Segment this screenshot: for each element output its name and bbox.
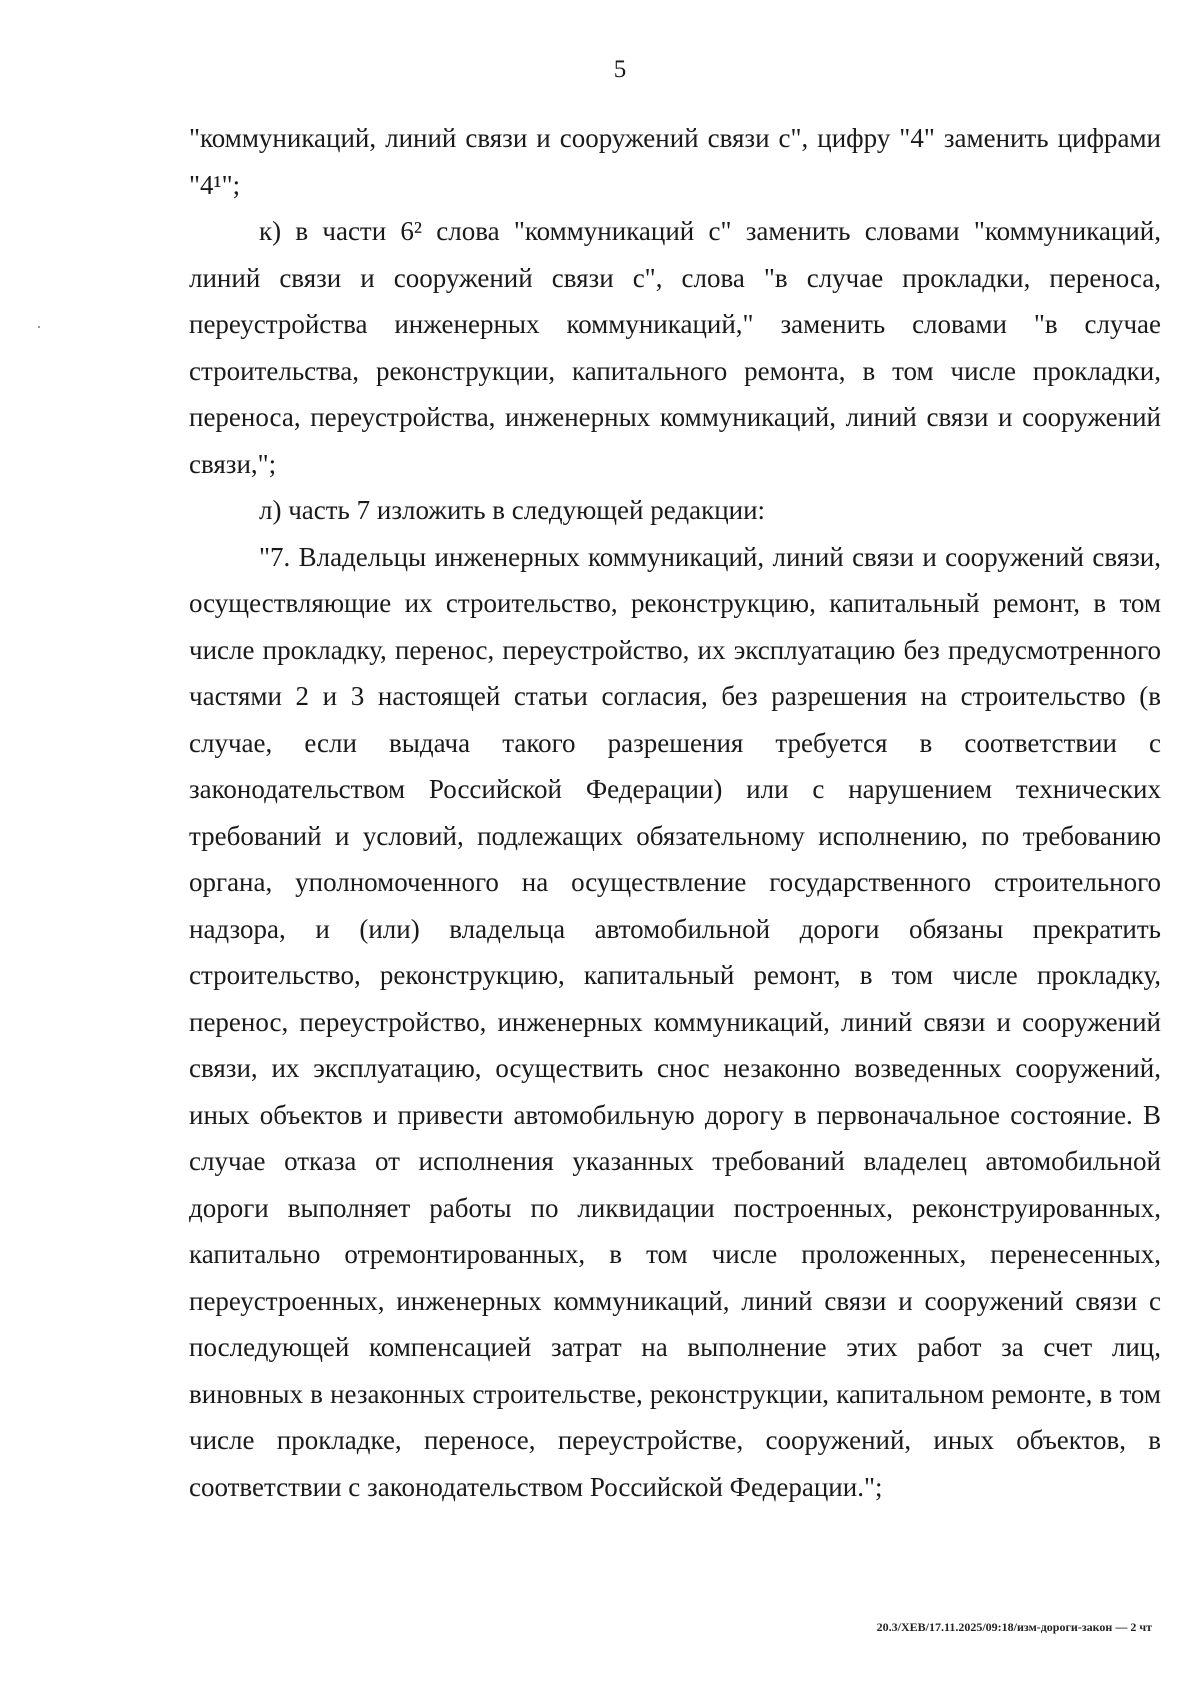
page-number: 5 <box>613 56 627 83</box>
paragraph-item-k: к) в части 6² слова "коммуникаций с" заменить словами "коммуникаций, линий связи и сооружений связи с", слова "в случае прокладки, переноса, переустройства инженерных коммуникаций," заменить словами "в случае строительства, реконструкции, капитального ремонта, в том числе прокладки, переноса, переустройства, инженерных коммуникаций, линий связи и сооружений связи,"; <box>189 216 1161 479</box>
paragraph-continuation: "коммуникаций, линий связи и сооружений связи с", цифру "4" заменить цифрами "4¹"; <box>189 123 1161 200</box>
paragraph-item-l: л) часть 7 изложить в следующей редакции: <box>259 495 766 525</box>
footer-document-code: 20.3/ХЕВ/17.11.2025/09:18/изм-дороги-закон — 2 чт <box>876 1620 1152 1634</box>
scan-artifact <box>38 326 40 328</box>
document-body <box>189 115 1161 1510</box>
paragraph-part-7: "7. Владельцы инженерных коммуникаций, линий связи и сооружений связи, осуществляющие их строительство, реконструкцию, капитальный ремонт, в том числе прокладку, перенос, переустройство, их эксплуатацию без предусмотренного частями 2 и 3 настоящей статьи согласия, без разрешения на строительство (в случае, если выдача такого разрешения требуется в соответствии с законодательством Российской Федерации) или с нарушением технических требований и условий, подлежащих обязательному исполнению, по требованию органа, уполномоченного на осуществление государственного строительного надзора, и (или) владельца автомобильной дороги обязаны прекратить строительство, реконструкцию, капитальный ремонт, в том числе прокладку, перенос, переустройство, инженерных коммуникаций, линий связи и сооружений связи, их эксплуатацию, осуществить снос незаконно возведенных сооружений, иных объектов и привести автомобильную дорогу в первоначальное состояние. В случае отказа от исполнения указанных требований владелец автомобильной дороги выполняет работы по ликвидации построенных, реконструированных, капитально отремонтированных, в том числе проложенных, перенесенных, переустроенных, инженерных коммуникаций, линий связи и сооружений связи с последующей компенсацией затрат на выполнение этих работ за счет лиц, виновных в незаконных строительстве, реконструкции, капитальном ремонте, в том числе прокладке, переносе, переустройстве, сооружений, иных объектов, в соответствии с законодательством Российской Федерации."; <box>189 541 1161 1502</box>
